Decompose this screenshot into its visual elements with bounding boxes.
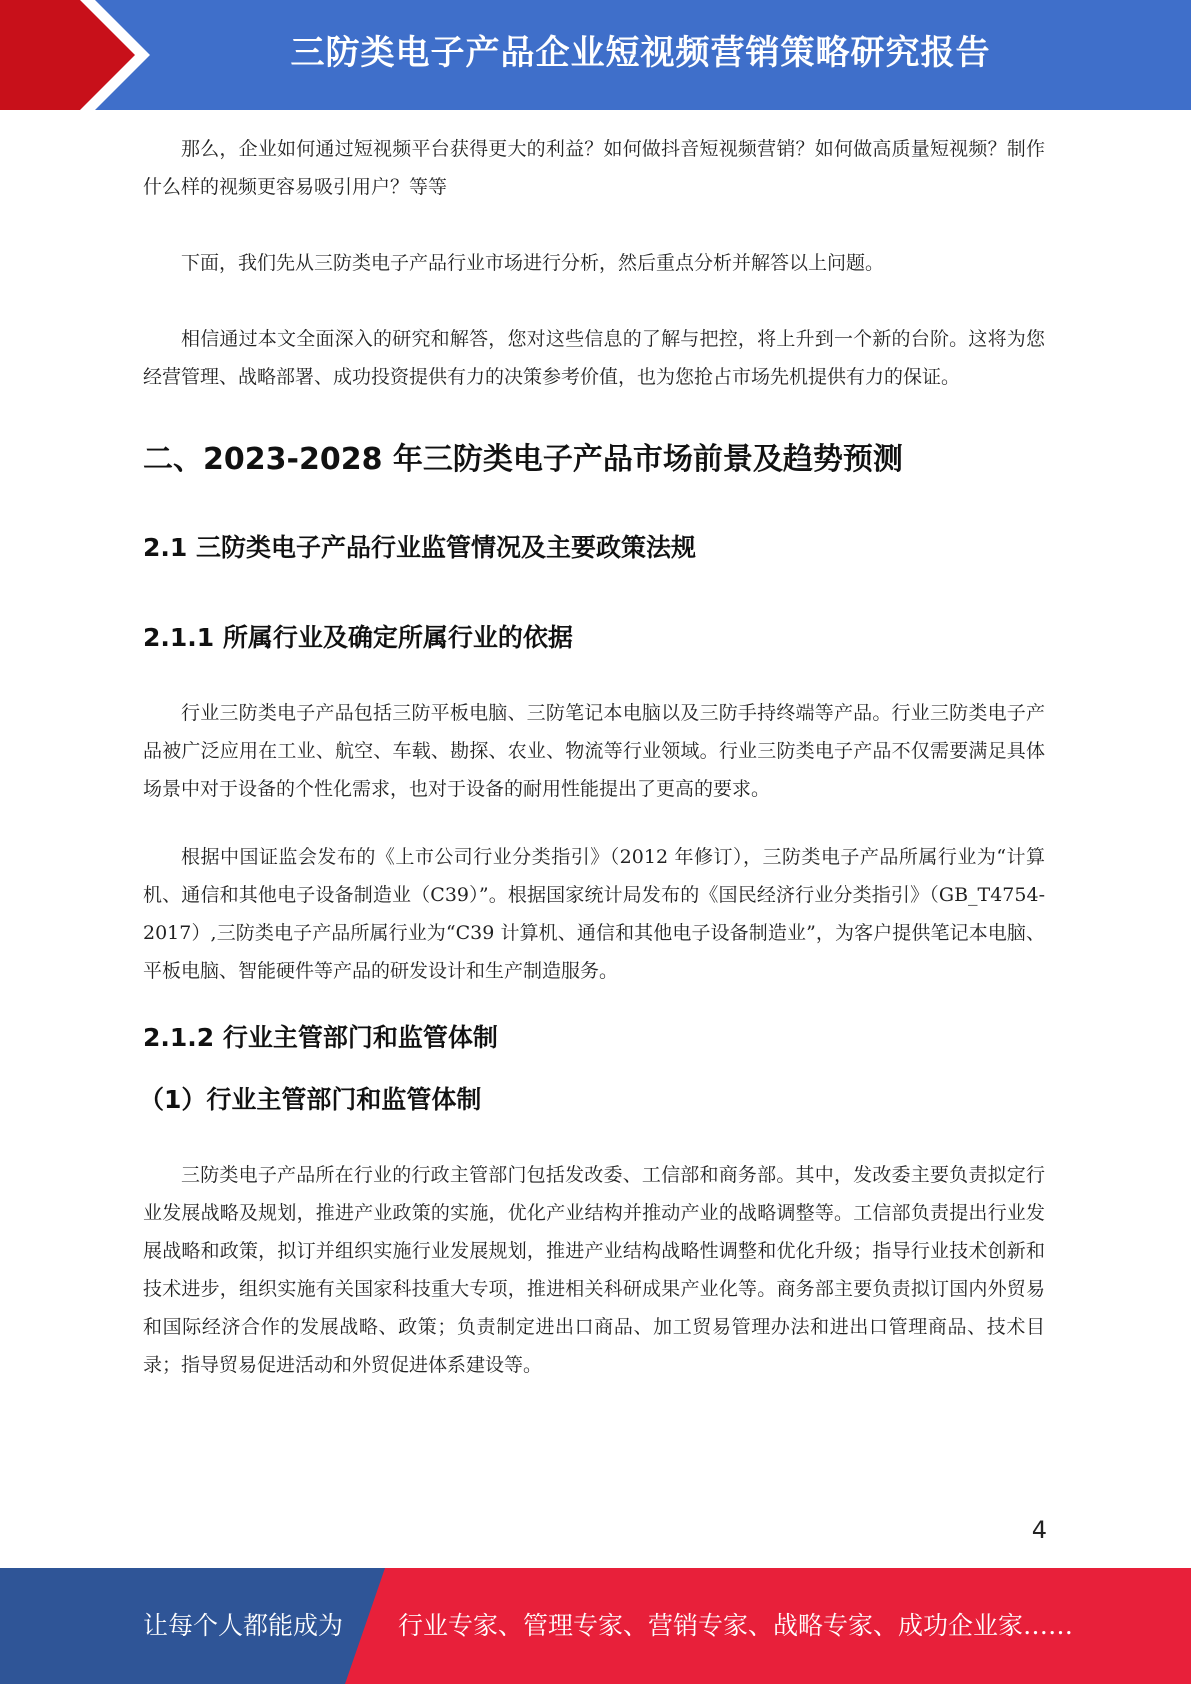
subsection-heading-2-1: 2.1 三防类电子产品行业监管情况及主要政策法规 bbox=[143, 533, 696, 562]
page-number: 4 bbox=[1031, 1516, 1047, 1544]
document-body bbox=[139, 130, 1045, 1384]
footer-slogan-left: 让每个人都能成为 bbox=[143, 1611, 344, 1640]
paragraph-intro-value: 相信通过本文全面深入的研究和解答，您对这些信息的了解与把控，将上升到一个新的台阶。这将为您经营管理、战略部署、成功投资提供有力的决策参考价值，也为您抢占市场先机提供有力的保证。 bbox=[143, 328, 1045, 388]
header-banner bbox=[0, 0, 1191, 110]
sub-heading-1: （1）行业主管部门和监管体制 bbox=[139, 1085, 482, 1114]
paragraph-intro-questions: 那么，企业如何通过短视频平台获得更大的利益？如何做抖音短视频营销？如何做高质量短视频？制作什么样的视频更容易吸引用户？等等 bbox=[143, 138, 1045, 198]
paragraph-intro-plan: 下面，我们先从三防类电子产品行业市场进行分析，然后重点分析并解答以上问题。 bbox=[181, 252, 885, 274]
subsection-heading-2-1-2: 2.1.2 行业主管部门和监管体制 bbox=[143, 1023, 498, 1052]
report-title: 三防类电子产品企业短视频营销策略研究报告 bbox=[290, 33, 991, 73]
paragraph-industry-classification: 根据中国证监会发布的《上市公司行业分类指引》（2012 年修订），三防类电子产品所属行业为“计算机、通信和其他电子设备制造业（C39）”。根据国家统计局发布的《国民经济行业分类指引》（GB_T4754-2017）,三防类电子产品所属行业为“C39 计算机、通信和其他电子设备制造业”，为客户提供笔记本电脑、平板电脑、智能硬件等产品的研发设计和生产制造服务。 bbox=[143, 846, 1045, 982]
footer-slogan-right: 行业专家、管理专家、营销专家、战略专家、成功企业家…… bbox=[398, 1611, 1074, 1640]
footer-banner bbox=[0, 1568, 1191, 1684]
section-heading-2: 二、2023-2028 年三防类电子产品市场前景及趋势预测 bbox=[143, 442, 903, 477]
subsection-heading-2-1-1: 2.1.1 所属行业及确定所属行业的依据 bbox=[143, 623, 573, 652]
paragraph-industry-products: 行业三防类电子产品包括三防平板电脑、三防笔记本电脑以及三防手持终端等产品。行业三防类电子产品被广泛应用在工业、航空、车载、勘探、农业、物流等行业领域。行业三防类电子产品不仅需要满足具体场景中对于设备的个性化需求，也对于设备的耐用性能提出了更高的要求。 bbox=[143, 702, 1045, 800]
paragraph-regulators: 三防类电子产品所在行业的行政主管部门包括发改委、工信部和商务部。其中，发改委主要负责拟定行业发展战略及规划，推进产业政策的实施，优化产业结构并推动产业的战略调整等。工信部负责提出行业发展战略和政策，拟订并组织实施行业发展规划，推进产业结构战略性调整和优化升级；指导行业技术创新和技术进步，组织实施有关国家科技重大专项，推进相关科研成果产业化等。商务部主要负责拟订国内外贸易和国际经济合作的发展战略、政策；负责制定进出口商品、加工贸易管理办法和进出口管理商品、技术目录；指导贸易促进活动和外贸促进体系建设等。 bbox=[143, 1164, 1045, 1376]
